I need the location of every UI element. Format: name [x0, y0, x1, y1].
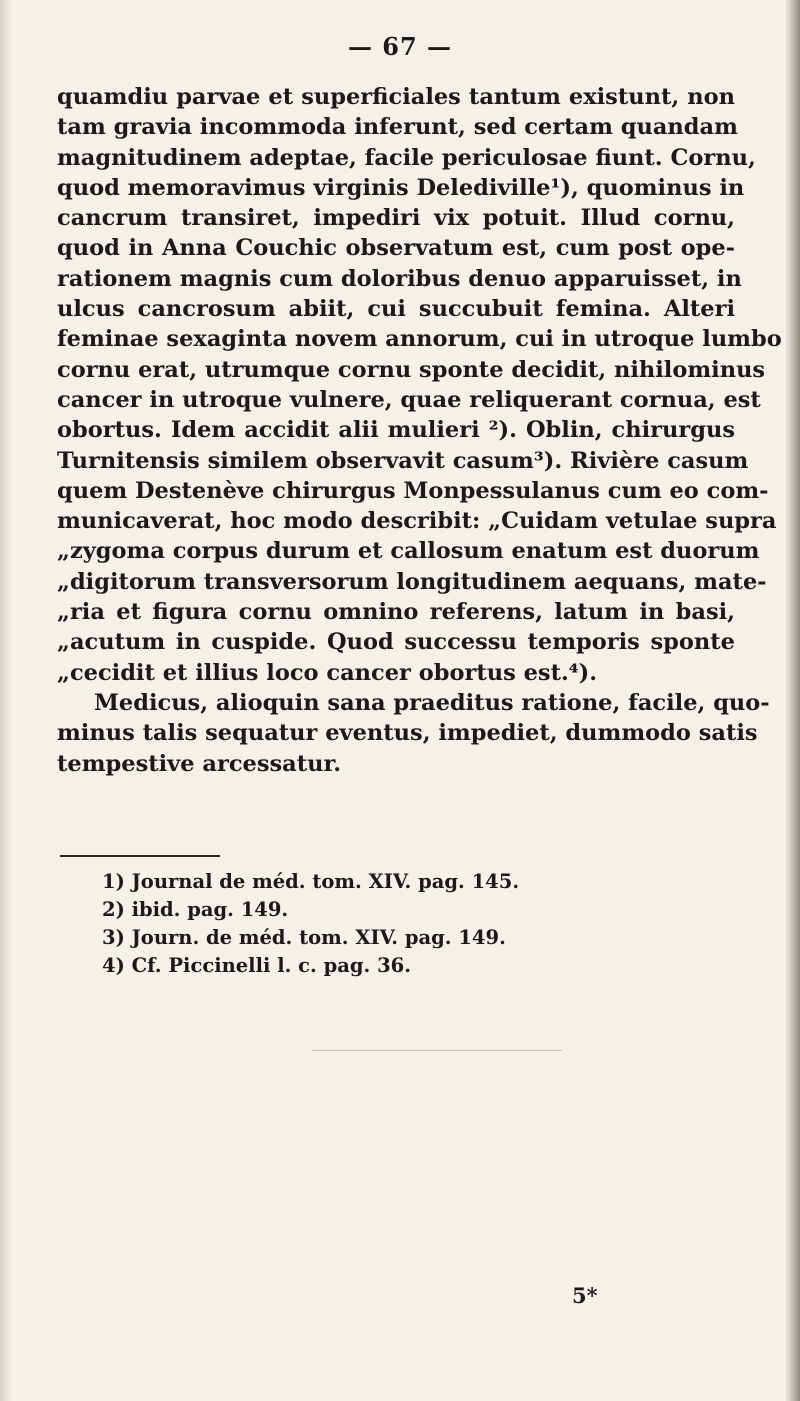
footnote-divider: [60, 855, 220, 857]
text-line: quod memoravimus virginis Delediville¹), quominus in: [57, 174, 745, 201]
text-line: ulcus cancrosum abiit, cui succubuit femina. Alteri: [57, 296, 735, 323]
footnote: 3) Journ. de méd. tom. XIV. pag. 149.: [102, 926, 506, 949]
text-line: tam gravia incommoda inferunt, sed certam quandam: [57, 114, 738, 141]
page-number: — 67 —: [347, 32, 453, 61]
text-line: Turnitensis similem observavit casum³). Rivière casum: [57, 447, 749, 474]
text-line: „acutum in cuspide. Quod successu temporis sponte: [57, 629, 735, 656]
text-line: cancer in utroque vulnere, quae reliquerant cornua, est: [57, 386, 761, 413]
text-line: magnitudinem adeptae, facile periculosae fiunt. Cornu,: [57, 144, 756, 171]
text-line: municaverat, hoc modo describit: „Cuidam vetulae supra: [57, 508, 777, 535]
text-line: rationem magnis cum doloribus denuo apparuisset, in: [57, 265, 742, 292]
show-through-rule: [312, 1050, 562, 1051]
footnotes: [102, 868, 519, 980]
page-edge-right: [786, 0, 800, 1401]
text-line: „digitorum transversorum longitudinem aequans, mate-: [57, 568, 767, 595]
footnote: 1) Journal de méd. tom. XIV. pag. 145.: [102, 870, 520, 893]
footnote: 2) ibid. pag. 149.: [102, 898, 289, 921]
text-line: tempestive arcessatur.: [57, 750, 342, 777]
text-line: Medicus, alioquin sana praeditus ratione, facile, quo-: [94, 689, 770, 716]
page-edge-left: [0, 0, 10, 1401]
text-line: „zygoma corpus durum et callosum enatum est duorum: [57, 538, 760, 565]
text-line: „ria et figura cornu omnino referens, latum in basi,: [57, 599, 735, 626]
text-line: quem Destenève chirurgus Monpessulanus cum eo com-: [57, 477, 769, 504]
footnote: 4) Cf. Piccinelli l. c. pag. 36.: [102, 954, 412, 977]
text-line: feminae sexaginta novem annorum, cui in utroque lumbo: [57, 326, 782, 353]
signature-mark: 5*: [572, 1283, 598, 1308]
text-line: minus talis sequatur eventus, impediet, dummodo satis: [57, 720, 758, 747]
text-line: „cecidit et illius loco cancer obortus est.⁴).: [57, 659, 598, 686]
text-line: obortus. Idem accidit alii mulieri ²). Oblin, chirurgus: [57, 417, 735, 444]
text-line: quamdiu parvae et superficiales tantum existunt, non: [57, 84, 735, 110]
text-line: quod in Anna Couchic observatum est, cum post ope-: [57, 235, 735, 262]
text-line: cancrum transiret, impediri vix potuit. Illud cornu,: [57, 205, 735, 232]
body-text: [57, 82, 782, 779]
text-line: cornu erat, utrumque cornu sponte decidit, nihilominus: [57, 356, 766, 383]
